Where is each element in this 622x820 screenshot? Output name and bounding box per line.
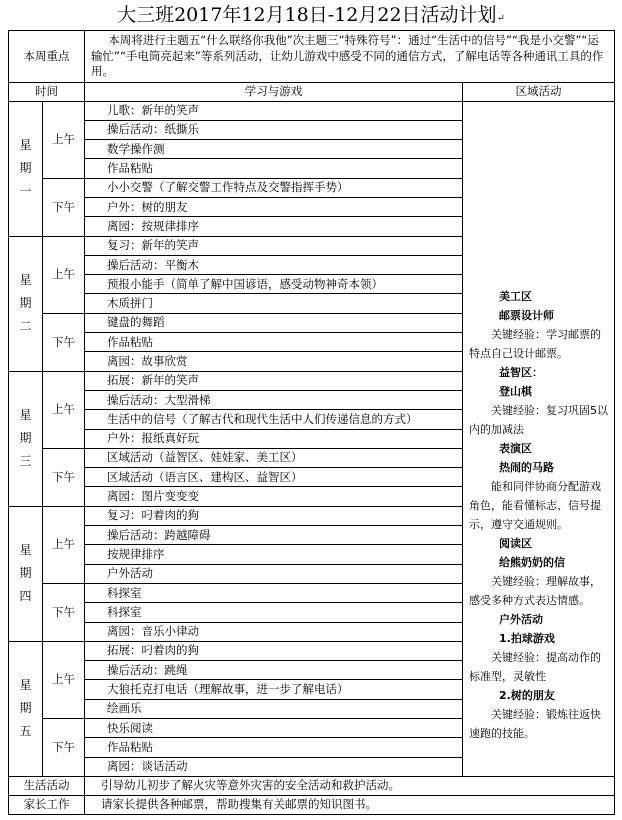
activity-cell: 生活中的信号（了解古代和现代生活中人们传递信息的方式） — [85, 410, 463, 429]
day-label-char: 四 — [19, 589, 32, 604]
focus-label: 本周重点 — [9, 31, 85, 83]
activity-cell: 操后活动：纸撕乐 — [85, 120, 463, 139]
life-row — [9, 776, 615, 795]
area-huwai-g1: 1.拍球游戏 — [499, 631, 555, 645]
day-label-char: 五 — [19, 724, 32, 739]
area-meigong-game: 邮票设计师 — [499, 308, 554, 322]
day-label-char: 一 — [19, 184, 32, 199]
activity-row — [9, 101, 615, 120]
parent-row — [9, 795, 615, 814]
am-label: 上午 — [43, 506, 85, 583]
pm-label: 下午 — [43, 583, 85, 641]
activity-cell: 大狼托克打电话（理解故事，进一步了解电话） — [85, 680, 463, 699]
day-label-char: 星 — [19, 678, 32, 693]
activity-cell: 复习：叼着肉的狗 — [85, 506, 463, 525]
day-label-char: 期 — [19, 431, 32, 446]
area-biaoyan-game: 热闹的马路 — [499, 460, 554, 474]
area-activities — [463, 102, 614, 743]
activity-cell: 数学操作测 — [85, 140, 463, 159]
area-huwai-e1: 关键经验：提高动作的标准型，灵敏性 — [469, 650, 601, 683]
life-label: 生活活动 — [9, 776, 85, 795]
activity-cell: 复习：新年的笑声 — [85, 236, 463, 255]
activity-cell: 户外活动 — [85, 564, 463, 583]
area-biaoyan: 表演区 — [499, 441, 532, 455]
activity-cell: 科探室 — [85, 603, 463, 622]
activity-cell: 小小交警（了解交警工作特点及交警指挥手势） — [85, 178, 463, 197]
day-label-char: 三 — [19, 454, 32, 469]
life-text: 引导幼儿初步了解火灾等意外灾害的安全活动和救护活动。 — [85, 776, 615, 795]
header-row — [9, 82, 615, 101]
activity-cell: 键盘的舞蹈 — [85, 313, 463, 332]
plan-table — [8, 30, 615, 815]
area-yuedu: 阅读区 — [499, 536, 532, 550]
header-area: 区域活动 — [463, 82, 615, 101]
am-label: 上午 — [43, 236, 85, 313]
activity-cell: 作品粘贴 — [85, 159, 463, 178]
day-label — [9, 101, 43, 236]
activity-cell: 按规律排序 — [85, 545, 463, 564]
area-yuedu-exp: 关键经验：理解故事，感受多种方式表达情感。 — [469, 574, 601, 607]
paragraph-mark-icon: ↵ — [496, 13, 505, 24]
area-meigong-exp: 关键经验：学习邮票的特点自己设计邮票。 — [469, 327, 601, 360]
activity-cell: 快乐阅读 — [85, 719, 463, 738]
activity-cell: 操后活动：跨越障碍 — [85, 526, 463, 545]
day-label-char: 星 — [19, 543, 32, 558]
activity-cell: 作品粘贴 — [85, 333, 463, 352]
day-label-char: 期 — [19, 701, 32, 716]
area-yizhi-exp: 关键经验：复习巩固5以内的加减法 — [469, 403, 608, 436]
am-label: 上午 — [43, 371, 85, 448]
day-label — [9, 371, 43, 506]
area-yizhi-game: 登山棋 — [499, 384, 532, 398]
area-yuedu-game: 给熊奶奶的信 — [499, 555, 565, 569]
activity-cell: 离园：图片变变变 — [85, 487, 463, 506]
activity-cell: 户外：树的朋友 — [85, 197, 463, 216]
pm-label: 下午 — [43, 448, 85, 506]
day-label-char: 星 — [19, 408, 32, 423]
focus-text: 本周将进行主题五“什么联络你我他”次主题三“特殊符号”：通过“生活中的信号”“我是小交警”“运输忙”“手电筒亮起来”等系列活动，让幼儿游戏中感受不同的通信方式，了解电话等各种通讯工具的作用。 — [85, 31, 615, 83]
pm-label: 下午 — [43, 178, 85, 236]
activity-cell: 离园：按规律排序 — [85, 217, 463, 236]
day-label-char: 期 — [19, 296, 32, 311]
day-label — [9, 641, 43, 776]
activity-cell: 户外：报纸真好玩 — [85, 429, 463, 448]
activity-cell: 拓展：叼着肉的狗 — [85, 641, 463, 660]
days-body — [9, 101, 615, 776]
pm-label: 下午 — [43, 313, 85, 371]
activity-cell: 操后活动：跳绳 — [85, 661, 463, 680]
area-huwai-e2: 关键经验：锻炼往返快速跑的技能。 — [469, 707, 601, 740]
area-meigong: 美工区 — [499, 289, 532, 303]
activity-cell: 儿歌：新年的笑声 — [85, 101, 463, 120]
pm-label: 下午 — [43, 719, 85, 777]
am-label: 上午 — [43, 641, 85, 718]
day-label — [9, 236, 43, 371]
day-label-char: 期 — [19, 566, 32, 581]
header-time: 时间 — [9, 82, 85, 101]
activity-cell: 区域活动（语言区、建构区、益智区） — [85, 468, 463, 487]
focus-row — [9, 31, 615, 83]
activity-cell: 作品粘贴 — [85, 738, 463, 757]
parent-text: 请家长提供各种邮票，帮助搜集有关邮票的知识图书。 — [85, 795, 615, 814]
activity-cell: 木质拼门 — [85, 294, 463, 313]
activity-cell: 离园：谈话活动 — [85, 757, 463, 776]
activity-cell: 操后活动：大型滑梯 — [85, 390, 463, 409]
activity-cell: 离园：音乐小律动 — [85, 622, 463, 641]
day-label-char: 期 — [19, 161, 32, 176]
day-label-char: 星 — [19, 138, 32, 153]
am-label: 上午 — [43, 101, 85, 178]
activity-cell: 绘画乐 — [85, 699, 463, 718]
area-biaoyan-exp: 能和同伴协商分配游戏角色，能看懂标志、信号提示，遵守交通规则。 — [469, 479, 601, 531]
day-label-char: 星 — [19, 273, 32, 288]
activity-cell: 预报小能手（简单了解中国谚语，感受动物神奇本领） — [85, 275, 463, 294]
activity-cell: 离园：故事欣赏 — [85, 352, 463, 371]
area-cell — [463, 101, 615, 776]
area-huwai-g2: 2.树的朋友 — [499, 688, 555, 702]
header-study: 学习与游戏 — [85, 82, 463, 101]
page-title: 大三班2017年12月18日-12月22日活动计划↵ — [117, 4, 505, 26]
activity-cell: 科探室 — [85, 583, 463, 602]
area-yizhi: 益智区： — [499, 365, 543, 379]
day-label — [9, 506, 43, 641]
parent-label: 家长工作 — [9, 795, 85, 814]
day-label-char: 二 — [19, 319, 32, 334]
activity-cell: 拓展：新年的笑声 — [85, 371, 463, 390]
area-huwai: 户外活动 — [499, 612, 543, 626]
activity-cell: 区域活动（益智区、娃娃家、美工区） — [85, 448, 463, 467]
activity-cell: 操后活动：平衡木 — [85, 255, 463, 274]
